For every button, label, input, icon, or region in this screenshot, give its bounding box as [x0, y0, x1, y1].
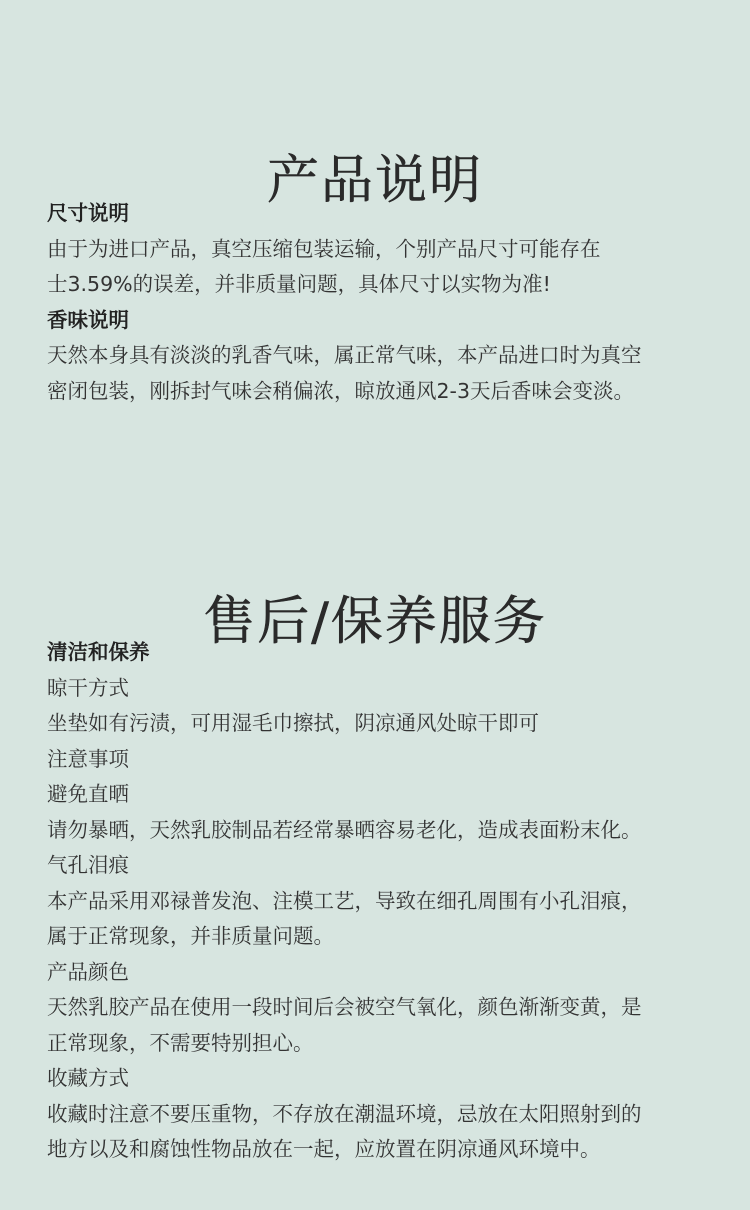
- size-text-line-1: 由于为进口产品，真空压缩包装运输，个别产品尺寸可能存在: [47, 236, 601, 261]
- storage-heading: 收藏方式: [47, 1066, 129, 1090]
- sun-heading: 避免直晒: [47, 782, 129, 806]
- dry-text: 坐垫如有污渍，可用湿毛巾擦拭，阴凉通风处晾干即可: [47, 711, 539, 735]
- notes-heading: 注意事项: [47, 746, 129, 771]
- sun-text: 请勿暴晒，天然乳胶制品若经常暴晒容易老化，造成表面粉末化。: [47, 817, 642, 842]
- color-heading: 产品颜色: [47, 959, 129, 984]
- holes-heading: 气孔泪痕: [47, 853, 129, 877]
- color-text-line-2: 正常现象，不需要特别担心。: [47, 1030, 314, 1055]
- product-info-title: 产品说明: [266, 150, 483, 211]
- holes-text-line-1: 本产品采用邓禄普发泡、注模工艺，导致在细孔周围有小孔泪痕，: [47, 888, 642, 913]
- color-text-line-1: 天然乳胶产品在使用一段时间后会被空气氧化，颜色渐渐变黄，是: [47, 995, 642, 1019]
- scent-text-line-2: 密闭包装，刚拆封气味会稍偏浓，晾放通风2-3天后香味会变淡。: [47, 378, 634, 403]
- scent-heading: 香味说明: [47, 307, 129, 332]
- storage-text-line-1: 收藏时注意不要压重物，不存放在潮温环境，忌放在太阳照射到的: [47, 1101, 642, 1126]
- size-text-line-2: 士3.59%的误差，并非质量问题，具体尺寸以实物为准!: [47, 272, 551, 296]
- holes-text-line-2: 属于正常现象，并非质量问题。: [47, 924, 334, 948]
- size-heading: 尺寸说明: [47, 201, 129, 225]
- scent-text-line-1: 天然本身具有淡淡的乳香气味，属正常气味，本产品进口时为真空: [47, 343, 642, 367]
- product-info-section: [47, 196, 727, 409]
- care-heading: 清洁和保养: [47, 640, 150, 664]
- after-sales-section: [47, 635, 727, 1168]
- dry-heading: 晾干方式: [47, 675, 129, 700]
- after-sales-title: 售后/保养服务: [203, 591, 547, 652]
- storage-text-line-2: 地方以及和腐蚀性物品放在一起，应放置在阴凉通风环境中。: [47, 1137, 601, 1161]
